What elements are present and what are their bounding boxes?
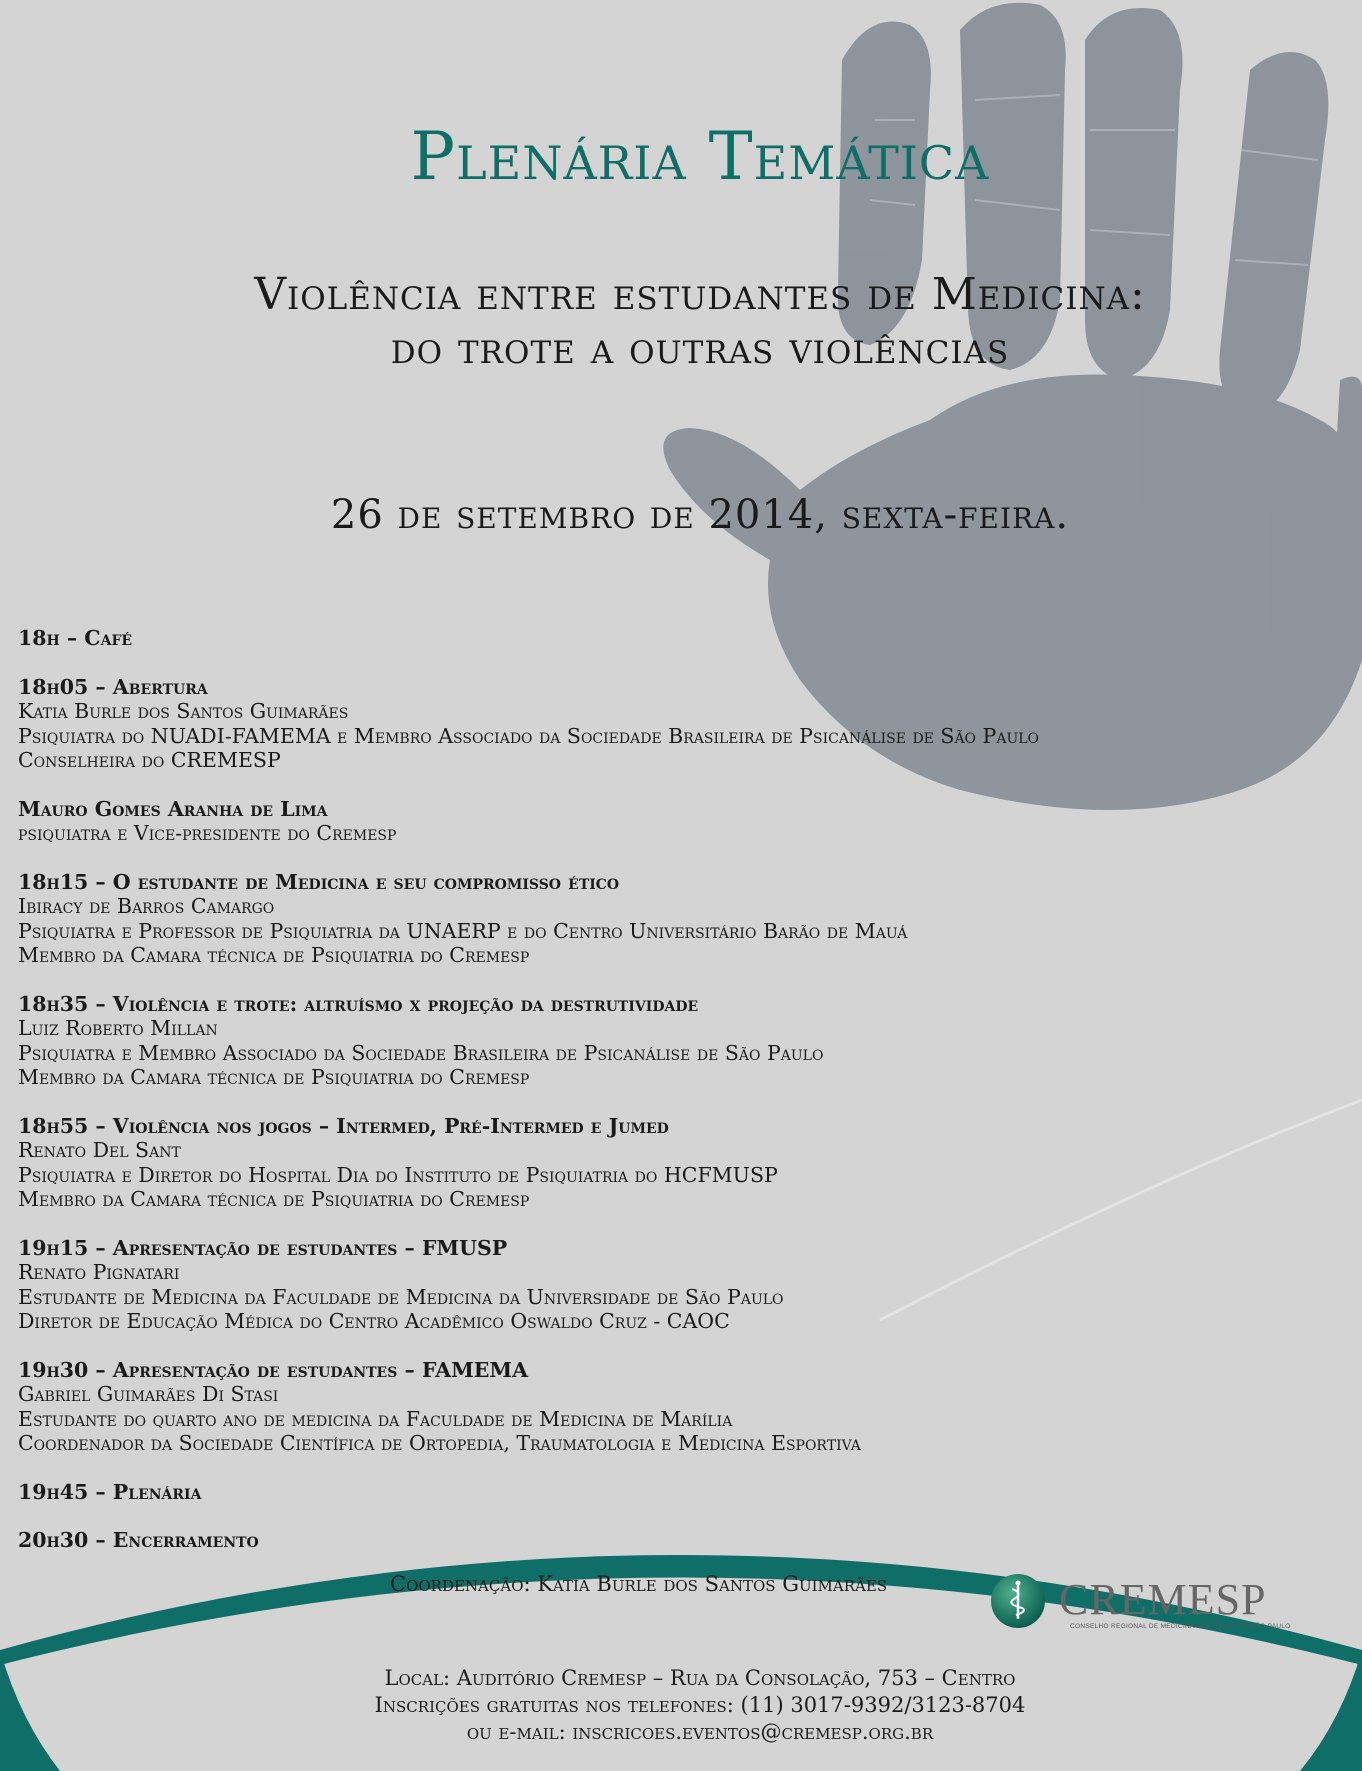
program-item-detail: Renato Pignatari bbox=[18, 1260, 180, 1284]
program-item bbox=[18, 1236, 1248, 1334]
program-item-heading: 18h – Café bbox=[18, 626, 133, 650]
program-item-detail: Estudante de Medicina da Faculdade de Medicina da Universidade de São Paulo bbox=[18, 1284, 784, 1309]
program-item bbox=[18, 675, 1248, 773]
program-item-heading: 18h05 – Abertura bbox=[18, 674, 208, 699]
program-item-detail: Membro da Camara técnica de Psiquiatria do Cremesp bbox=[18, 943, 530, 967]
program-item-detail: Katia Burle dos Santos Guimarães bbox=[18, 699, 349, 723]
program-item bbox=[18, 626, 1248, 651]
event-subtitle bbox=[0, 268, 1362, 376]
logo-subtitle: CONSELHO REGIONAL DE MEDICINA DO ESTADO DE SÃO PAULO bbox=[1070, 1623, 1291, 1630]
program-item-heading: 20h30 – Encerramento bbox=[18, 1528, 259, 1552]
coordination-credit: Coordenação: Katia Burle dos Santos Guimarães bbox=[390, 1572, 888, 1596]
program-item bbox=[18, 992, 1248, 1090]
program-item-detail: Membro da Camara técnica de Psiquiatria do Cremesp bbox=[18, 1187, 530, 1211]
program-item-detail: psiquiatra e Vice-presidente do Cremesp bbox=[18, 821, 397, 845]
program-item-detail: Diretor de Educação Médica do Centro Acadêmico Oswaldo Cruz - CAOC bbox=[18, 1309, 730, 1333]
program-item bbox=[18, 1528, 1248, 1553]
program-item-detail: Membro da Camara técnica de Psiquiatria do Cremesp bbox=[18, 1065, 530, 1089]
program-item-detail: Psiquiatra do NUADI-FAMEMA e Membro Associado da Sociedade Brasileira de Psicanálise de São Paulo bbox=[18, 723, 1040, 748]
footer-registration: Inscrições gratuitas nos telefones: (11) 3017-9392/3123-8704 bbox=[374, 1693, 1026, 1717]
program-item-detail: Estudante do quarto ano de medicina da Faculdade de Medicina de Marília bbox=[18, 1406, 733, 1431]
cremesp-logo bbox=[990, 1573, 1290, 1633]
program-item bbox=[18, 797, 1248, 846]
program-item-detail: Psiquiatra e Membro Associado da Sociedade Brasileira de Psicanálise de São Paulo bbox=[18, 1040, 824, 1065]
program-item bbox=[18, 1114, 1248, 1212]
event-footer bbox=[0, 1665, 1362, 1746]
program-item bbox=[18, 1358, 1248, 1456]
footer-location: Local: Auditório Cremesp – Rua da Consolação, 753 – Centro bbox=[384, 1666, 1016, 1690]
event-date: 26 de setembro de 2014, sexta-feira. bbox=[330, 492, 1070, 538]
program-item-heading: 18h35 – Violência e trote: altruísmo x projeção da destrutividade bbox=[18, 991, 699, 1016]
program-item-detail: Psiquiatra e Diretor do Hospital Dia do Instituto de Psiquiatria do HCFMUSP bbox=[18, 1162, 778, 1187]
program-item-heading: 18h55 – Violência nos jogos – Intermed, Pré-Intermed e Jumed bbox=[18, 1113, 669, 1138]
program-item-detail: Gabriel Guimarães Di Stasi bbox=[18, 1382, 279, 1406]
program-item bbox=[18, 870, 1248, 968]
program-item bbox=[18, 1480, 1248, 1505]
program-item-heading: Mauro Gomes Aranha de Lima bbox=[18, 796, 328, 821]
program-schedule bbox=[18, 626, 1248, 1577]
program-item-detail: Conselheira do CREMESP bbox=[18, 748, 281, 772]
program-item-heading: 19h30 – Apresentação de estudantes – FAMEMA bbox=[18, 1357, 529, 1382]
program-item-detail: Coordenador da Sociedade Científica de Ortopedia, Traumatologia e Medicina Esportiva bbox=[18, 1431, 861, 1455]
program-item-heading: 19h15 – Apresentação de estudantes – FMUSP bbox=[18, 1235, 508, 1260]
program-item-detail: Renato Del Sant bbox=[18, 1138, 181, 1162]
program-item-detail: Luiz Roberto Millan bbox=[18, 1016, 218, 1040]
program-item-detail: Psiquiatra e Professor de Psiquiatria da UNAERP e do Centro Universitário Barão de Mauá bbox=[18, 918, 908, 943]
program-item-heading: 18h15 – O estudante de Medicina e seu compromisso ético bbox=[18, 869, 620, 894]
footer-email[interactable]: ou e-mail: inscricoes.eventos@cremesp.org.br bbox=[466, 1720, 934, 1744]
logo-wordmark: CREMESP bbox=[1059, 1575, 1267, 1624]
program-item-detail: Ibiracy de Barros Camargo bbox=[18, 894, 275, 918]
event-title: Plenária Temática bbox=[410, 118, 990, 195]
subtitle-line-1: Violência entre estudantes de Medicina: bbox=[254, 269, 1146, 320]
subtitle-line-2: do trote a outras violências bbox=[390, 323, 1010, 374]
program-item-heading: 19h45 – Plenária bbox=[18, 1479, 202, 1504]
caduceus-icon bbox=[990, 1573, 1046, 1629]
